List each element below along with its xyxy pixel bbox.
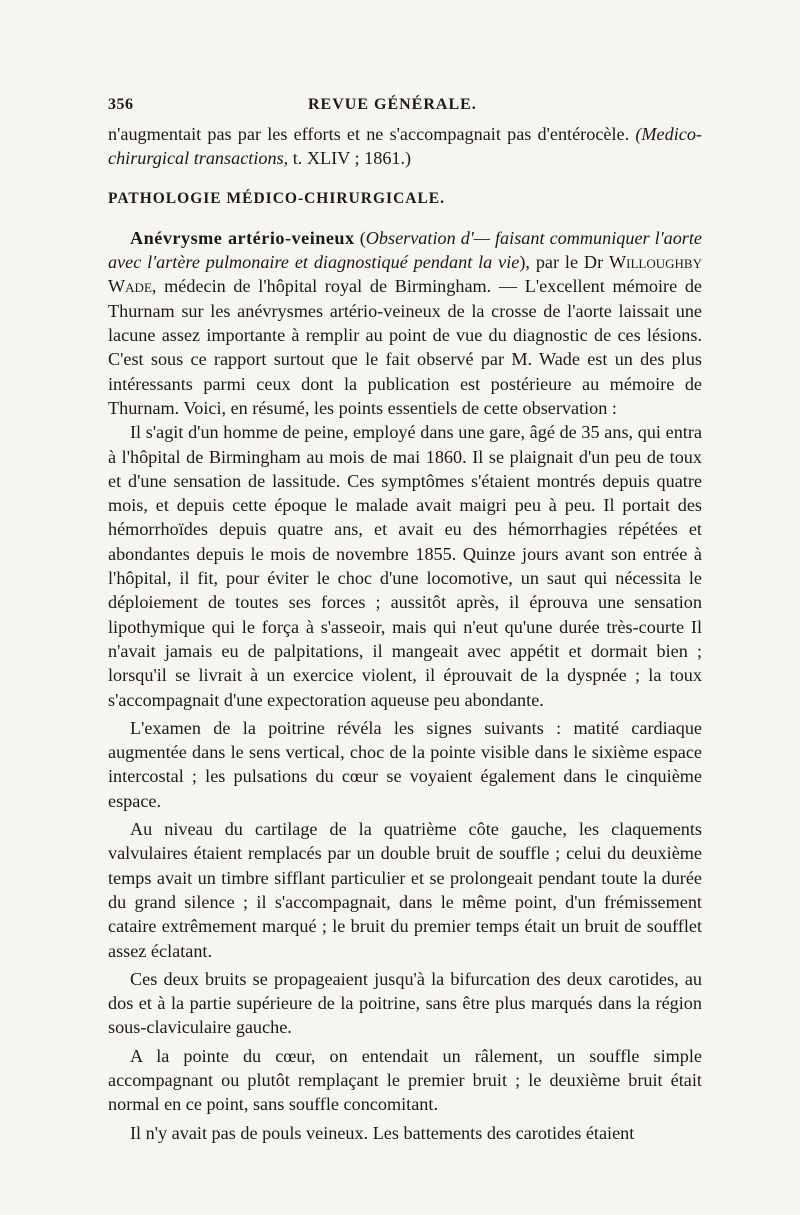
- author-affiliation: , médecin de l'hôpital royal de Birmingham.: [151, 276, 492, 297]
- paragraph-exam: L'examen de la poitrine révéla les signes suivants : matité cardiaque augmentée dans le sens vertical, choc de la pointe visible dans le sixième espace intercostal ; les pulsations du cœur se voyaient également dans le cinquième espace.: [108, 717, 702, 811]
- document-page: [108, 96, 702, 1196]
- paragraph-pulse: Il n'y avait pas de pouls veineux. Les battements des carotides étaient: [130, 1122, 635, 1143]
- citation-source: (Medico-chirurgical transactions,: [108, 124, 702, 169]
- continued-text: n'augmentait pas par les efforts et ne s'accompagnait pas d'entérocèle.: [108, 124, 630, 144]
- running-head: [108, 96, 702, 122]
- article-subtitle: Observation d'— faisant communiquer l'aorte avec l'artère pulmonaire et diagnostiqué pendant la vie: [108, 227, 702, 273]
- author-prefix: par le Dr: [529, 252, 609, 273]
- article-title: Anévrysme artério-veineux: [130, 227, 355, 248]
- paragraph-apex: A la pointe du cœur, on entendait un râlement, un souffle simple accompagnant ou plutôt remplaçant le premier bruit ; le deuxième bruit était normal en ce point, sans souffle concomitant.: [108, 1045, 702, 1115]
- paragraph-case: Il s'agit d'un homme de peine, employé dans une gare, âgé de 35 ans, qui entra à l'hôpital de Birmingham au mois de mai 1860. Il se plaignait d'un peu de toux et d'une sensation de lassitude. Ces symptômes s'étaient montrés depuis quatre mois, et depuis cette époque le malade avait maigri peu à peu. Il portait des hémorrhoïdes depuis quatre ans, et avait eu des hémorrhagies répétées et abondantes depuis le mois de novembre 1855. Quinze jours avant son entrée à l'hôpital, il fit, pour éviter le choc d'une locomotive, un saut qui nécessita le déploiement de toutes ses forces ; aussitôt après, il éprouva une sensation lipothymique qui le força à s'asseoir, mais qui n'eut qu'une durée très-courte Il n'avait jamais eu de palpitations, il mangeait avec appétit et dormait bien ; lorsqu'il se livrait à un exercice violent, il éprouvait de la dyspnée ; la toux s'accompagnait d'une expectoration aqueuse peu abondante.: [108, 422, 702, 710]
- article-intro: — L'excellent mémoire de Thurnam sur les anévrysmes artério-veineux de la crosse de l'aorte laissait une lacune assez importante à remplir au point de vue du diagnostic de ces lésions. C'est sous ce rapport surtout que le fait observé par M. Wade est un des plus intéressants parmi ceux dont la publication est postérieure au mémoire de Thurnam. Voici, en résumé, les points essentiels de cette observation :: [108, 276, 703, 418]
- title-paren-open: (: [354, 227, 366, 248]
- article-intro-paragraph: [108, 226, 702, 420]
- body-text: [108, 122, 702, 1145]
- subtitle-close: ),: [519, 252, 530, 273]
- running-title: REVUE GÉNÉRALE.: [308, 96, 477, 113]
- paragraph-murmurs: Au niveau du cartilage de la quatrième côte gauche, les claquements valvulaires étaient remplacés par un double bruit de souffle ; celui du deuxième temps avait un timbre sifflant particulier et se prolongeait pendant toute la durée du grand silence ; il s'accompagnait, dans le même point, d'un frémissement cataire extrêmement marqué ; le bruit du premier temps était un bruit de soufflet assez éclatant.: [108, 819, 702, 961]
- paragraph-propagation: Ces deux bruits se propageaient jusqu'à la bifurcation des deux carotides, au dos et à la partie supérieure de la poitrine, sans être plus marqués dans la région sous-claviculaire gauche.: [108, 968, 702, 1038]
- author-name: Willoughby Wade: [108, 252, 702, 297]
- continued-paragraph: [108, 122, 702, 171]
- page-number: 356: [108, 96, 134, 113]
- citation-volume: t. XLIV ; 1861.): [288, 148, 412, 169]
- section-heading: PATHOLOGIE MÉDICO-CHIRURGICALE.: [108, 189, 446, 207]
